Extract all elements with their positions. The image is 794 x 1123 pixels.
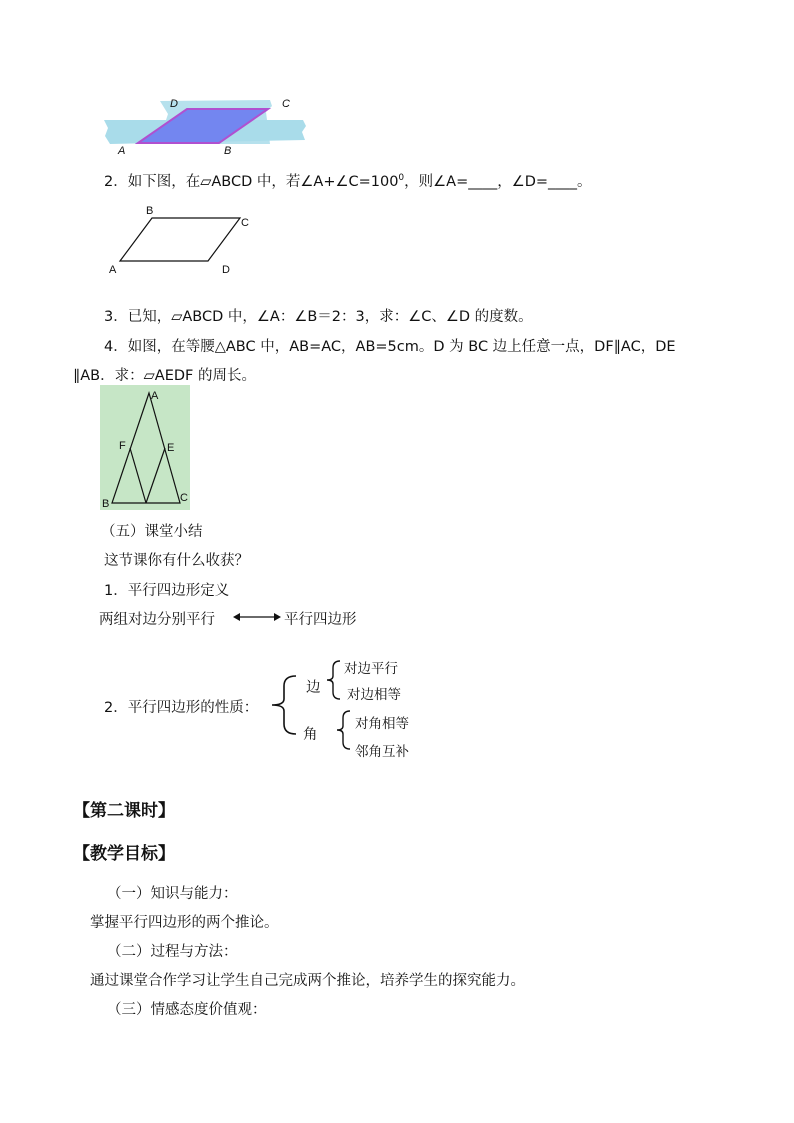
vertex-label-a: A <box>118 145 126 157</box>
property-side-label: 边 <box>306 680 321 696</box>
vertex-label-c: C <box>241 217 249 229</box>
large-brace-icon <box>268 672 298 738</box>
vertex-label-b: B <box>102 498 110 510</box>
problem-3-text-after: ABCD 中，∠A：∠B＝2：3，求：∠C、∠D 的度数。 <box>182 309 533 325</box>
problem-2-text-mid: ABCD 中，若∠A+∠C=100 <box>211 174 399 190</box>
lesson-2-title: 【第二课时】 <box>73 801 175 821</box>
problem-4-line-2-after: AEDF 的周长。 <box>154 368 256 384</box>
vertex-label-c: C <box>282 98 290 110</box>
parallelogram-symbol: ▱ <box>143 368 155 384</box>
summary-item-2: 2．平行四边形的性质： <box>104 700 259 716</box>
goal-1-text: 掌握平行四边形的两个推论。 <box>90 915 279 931</box>
parallelogram-symbol: ▱ <box>200 174 212 190</box>
degree-superscript: 0 <box>398 173 405 184</box>
figure-parallelogram-strips <box>100 96 310 158</box>
vertex-label-b: B <box>224 145 232 157</box>
goal-3-heading: （三）情感态度价值观： <box>107 1002 267 1018</box>
vertex-label-a: A <box>151 390 159 402</box>
small-brace-side-icon <box>324 658 342 702</box>
problem-3 <box>104 305 533 326</box>
figure-parallelogram-abcd <box>104 203 254 277</box>
problem-4-line-2-before: ∥AB．求： <box>73 368 144 384</box>
angle-item-supplementary: 邻角互补 <box>355 744 409 760</box>
vertex-label-b: B <box>146 205 154 217</box>
problem-3-text-before: 3．已知， <box>104 309 172 325</box>
problem-4-line-1: 4．如图，在等腰△ABC 中，AB=AC，AB=5cm。D 为 BC 边上任意一点，DF∥AC，DE <box>104 339 676 355</box>
problem-2 <box>104 170 592 191</box>
vertex-label-c: C <box>180 492 188 504</box>
vertex-label-d: D <box>170 98 178 110</box>
side-item-parallel: 对边平行 <box>344 661 398 677</box>
parallelogram-symbol: ▱ <box>171 309 183 325</box>
goal-2-heading: （二）过程与方法： <box>107 944 238 960</box>
summary-question: 这节课你有什么收获？ <box>104 553 249 569</box>
vertex-label-f: F <box>119 440 126 452</box>
parallelogram-outline <box>120 218 240 261</box>
summary-heading: （五）课堂小结 <box>101 524 203 540</box>
side-item-equal: 对边相等 <box>347 687 401 703</box>
goal-1-heading: （一）知识与能力： <box>107 886 238 902</box>
problem-2-text-before: 2．如下图，在 <box>104 174 201 190</box>
goal-2-text: 通过课堂合作学习让学生自己完成两个推论，培养学生的探究能力。 <box>90 973 525 989</box>
property-angle-label: 角 <box>303 727 318 743</box>
problem-2-text-after: ，则∠A=____，∠D=____。 <box>404 174 592 190</box>
summary-item-1: 1．平行四边形定义 <box>104 583 230 599</box>
angle-item-equal: 对角相等 <box>355 716 409 732</box>
small-brace-angle-icon <box>334 708 352 752</box>
vertex-label-d: D <box>222 264 230 276</box>
definition-left: 两组对边分别平行 <box>99 612 215 628</box>
vertex-label-a: A <box>109 264 117 276</box>
definition-right: 平行四边形 <box>284 612 357 628</box>
vertex-label-e: E <box>167 442 175 454</box>
problem-4-line-2 <box>73 364 256 385</box>
double-arrow-icon <box>232 609 282 625</box>
figure-isosceles-triangle <box>100 385 190 510</box>
teaching-goals-title: 【教学目标】 <box>73 844 175 864</box>
